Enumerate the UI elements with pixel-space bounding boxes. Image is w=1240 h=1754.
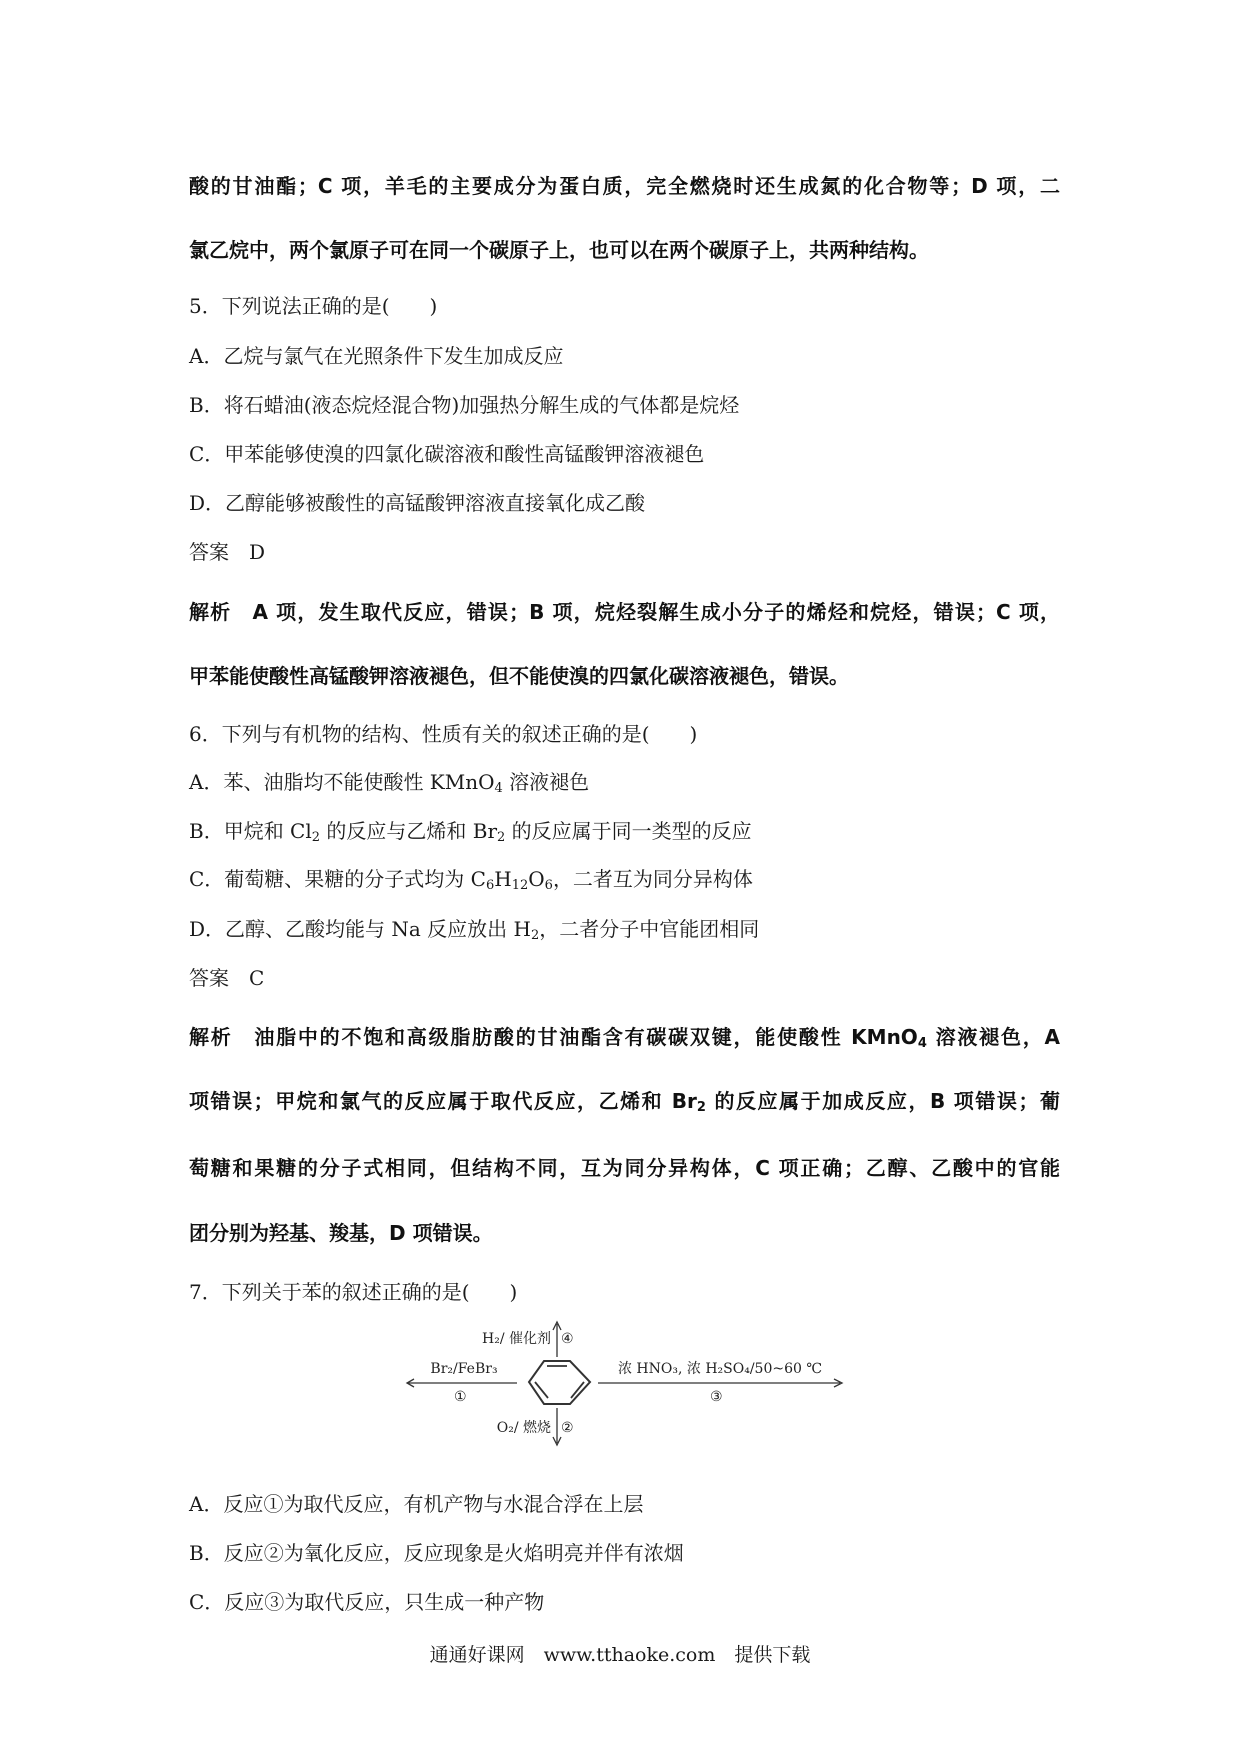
text-segment: 6．下列与有机物的结构、性质有关的叙述正确的是( ) bbox=[189, 722, 698, 746]
reaction-3-number: ③ bbox=[710, 1389, 723, 1405]
text-segment: 氯乙烷中，两个氯原子可在同一个碳原子上，也可以在两个碳原子上，共两种结构。 bbox=[189, 238, 929, 262]
text-segment: 7．下列关于苯的叙述正确的是( ) bbox=[189, 1280, 518, 1304]
text-segment: C．葡萄糖、果糖的分子式均为 C bbox=[189, 867, 486, 891]
text-segment: B．甲烷和 Cl bbox=[189, 819, 312, 843]
subscript: 2 bbox=[696, 1100, 706, 1115]
text-segment: 答案 D bbox=[189, 540, 266, 564]
text-segment: O bbox=[528, 867, 545, 891]
text-segment: 甲苯能使酸性高锰酸钾溶液褪色，但不能使溴的四氯化碳溶液褪色，错误。 bbox=[189, 664, 849, 688]
text-segment: B．将石蜡油(液态烷烃混合物)加强热分解生成的气体都是烷烃 bbox=[189, 393, 740, 417]
reaction-4-number: ④ bbox=[561, 1331, 574, 1347]
subscript: 6 bbox=[544, 878, 553, 893]
text-segment: 的反应属于加成反应，B 项错误；葡 bbox=[705, 1089, 1060, 1113]
subscript: 2 bbox=[530, 928, 540, 943]
footer-download-note: 通通好课网 www.tthaoke.com 提供下载 bbox=[429, 1644, 811, 1666]
text-segment: 的反应与乙烯和 Br bbox=[320, 819, 498, 843]
text-segment: 酸的甘油酯；C 项，羊毛的主要成分为蛋白质，完全燃烧时还生成氮的化合物等；D 项，二 bbox=[189, 174, 1060, 198]
text-segment: A．反应①为取代反应，有机产物与水混合浮在上层 bbox=[189, 1492, 644, 1516]
subscript: 12 bbox=[511, 878, 529, 893]
text-segment: 萄糖和果糖的分子式相同，但结构不同，互为同分异构体，C 项正确；乙醇、乙酸中的官能 bbox=[189, 1156, 1060, 1180]
text-segment: 溶液褪色 bbox=[502, 770, 590, 794]
text-segment: A．乙烷与氯气在光照条件下发生加成反应 bbox=[189, 344, 564, 368]
subscript: 4 bbox=[494, 781, 503, 796]
text-segment: B．反应②为氧化反应，反应现象是火焰明亮并伴有浓烟 bbox=[189, 1541, 684, 1565]
reaction-3-condition: 浓 HNO₃, 浓 H₂SO₄/50~60 ℃ bbox=[617, 1361, 823, 1377]
text-segment: 项错误；甲烷和氯气的反应属于取代反应，乙烯和 Br bbox=[189, 1089, 697, 1113]
text-segment: 解析 油脂中的不饱和高级脂肪酸的甘油酯含有碳碳双键，能使酸性 KMnO bbox=[189, 1025, 918, 1049]
text-segment: 团分别为羟基、羧基，D 项错误。 bbox=[189, 1221, 493, 1245]
text-segment: 答案 C bbox=[189, 966, 265, 990]
subscript: 4 bbox=[917, 1036, 927, 1051]
text-segment: ，二者分子中官能团相同 bbox=[539, 917, 760, 941]
subscript: 6 bbox=[485, 878, 495, 893]
text-segment: 溶液褪色，A bbox=[926, 1025, 1060, 1049]
benzene-ring bbox=[529, 1361, 590, 1404]
text-segment: 解析 A 项，发生取代反应，错误；B 项，烷烃裂解生成小分子的烯烃和烷烃，错误；C 项， bbox=[189, 600, 1060, 624]
text-segment: C．反应③为取代反应，只生成一种产物 bbox=[189, 1590, 545, 1614]
reaction-4-condition: H₂/ 催化剂 bbox=[482, 1331, 551, 1347]
text-segment: H bbox=[494, 867, 512, 891]
text-segment: C．甲苯能够使溴的四氯化碳溶液和酸性高锰酸钾溶液褪色 bbox=[189, 442, 705, 466]
subscript: 2 bbox=[497, 830, 506, 845]
text-segment: D．乙醇能够被酸性的高锰酸钾溶液直接氧化成乙酸 bbox=[189, 491, 646, 515]
text-segment: 5．下列说法正确的是( ) bbox=[189, 294, 438, 318]
reaction-2-condition: O₂/ 燃烧 bbox=[496, 1420, 551, 1436]
text-segment: 的反应属于同一类型的反应 bbox=[505, 819, 752, 843]
text-segment: A．苯、油脂均不能使酸性 KMnO bbox=[189, 770, 495, 794]
reaction-1-number: ① bbox=[454, 1389, 467, 1405]
subscript: 2 bbox=[311, 830, 321, 845]
reaction-2-number: ② bbox=[561, 1420, 574, 1436]
text-segment: ，二者互为同分异构体 bbox=[552, 867, 753, 891]
text-segment: D．乙醇、乙酸均能与 Na 反应放出 H bbox=[189, 917, 531, 941]
reaction-1-condition: Br₂/FeBr₃ bbox=[430, 1361, 498, 1377]
